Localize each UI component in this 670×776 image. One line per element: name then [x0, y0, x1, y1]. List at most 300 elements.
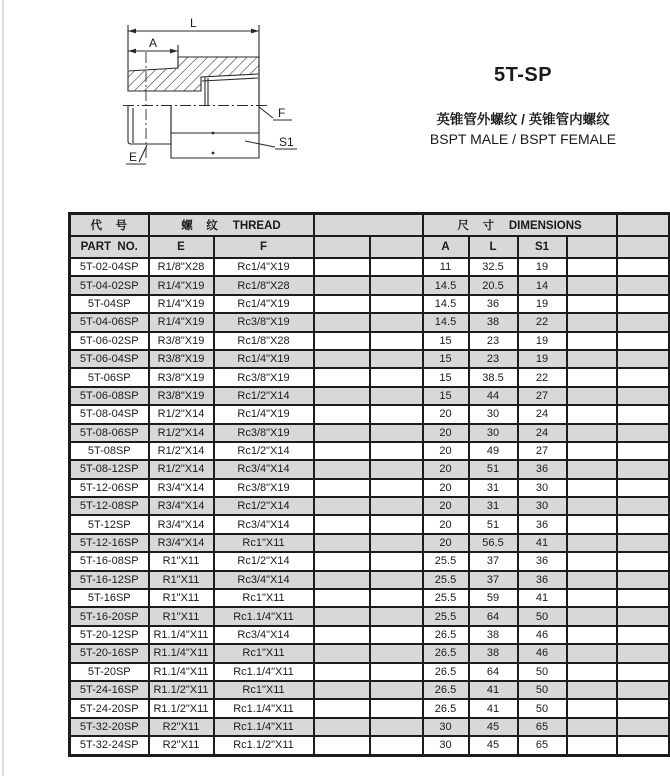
cell-f: Rc1/4"X19 [214, 258, 314, 276]
cell-part-no: 5T-20-16SP [70, 644, 149, 662]
cell-s1: 36 [518, 515, 567, 533]
cell-blank4 [617, 460, 670, 478]
cell-blank1 [314, 552, 370, 570]
cell-s1: 36 [518, 571, 567, 589]
cell-l: 45 [469, 718, 518, 736]
table-row [70, 387, 670, 405]
cell-blank1 [314, 589, 370, 607]
cell-blank3 [567, 663, 617, 681]
cell-blank3 [567, 571, 617, 589]
cell-a: 20 [423, 405, 469, 423]
cell-a: 25.5 [423, 571, 469, 589]
cell-blank1 [314, 718, 370, 736]
cell-part-no: 5T-20-12SP [70, 626, 149, 644]
cell-a: 15 [423, 368, 469, 386]
header-col-f: F [214, 236, 314, 258]
cell-blank2 [370, 515, 423, 533]
cell-blank3 [567, 295, 617, 313]
cell-l: 30 [469, 424, 518, 442]
cell-e: R1/2"X14 [149, 424, 214, 442]
cell-a: 20 [423, 515, 469, 533]
cell-blank3 [567, 479, 617, 497]
cell-blank1 [314, 699, 370, 717]
cell-f: Rc1/8"X28 [214, 332, 314, 350]
cell-s1: 30 [518, 479, 567, 497]
header-blank-last [617, 214, 670, 237]
cell-f: Rc3/4"X14 [214, 571, 314, 589]
cell-l: 38 [469, 626, 518, 644]
cell-f: Rc1.1/4"X11 [214, 663, 314, 681]
cell-s1: 19 [518, 258, 567, 276]
cell-blank2 [370, 479, 423, 497]
table-row [70, 571, 670, 589]
cell-part-no: 5T-08-04SP [70, 405, 149, 423]
cell-blank1 [314, 295, 370, 313]
cell-blank2 [370, 258, 423, 276]
cell-blank4 [617, 368, 670, 386]
cell-e: R1"X11 [149, 552, 214, 570]
cell-e: R1"X11 [149, 607, 214, 625]
header-col-e: E [149, 236, 214, 258]
cell-e: R3/4"X14 [149, 497, 214, 515]
cell-l: 23 [469, 332, 518, 350]
cell-blank2 [370, 368, 423, 386]
cell-blank2 [370, 405, 423, 423]
header-col-blank4 [617, 236, 670, 258]
cell-part-no: 5T-12-06SP [70, 479, 149, 497]
cell-a: 25.5 [423, 589, 469, 607]
cell-blank1 [314, 644, 370, 662]
cell-blank4 [617, 387, 670, 405]
cell-e: R1/2"X14 [149, 405, 214, 423]
cell-blank3 [567, 534, 617, 552]
cell-l: 38 [469, 644, 518, 662]
cell-f: Rc1/8"X28 [214, 276, 314, 294]
cell-f: Rc1/4"X19 [214, 405, 314, 423]
cell-s1: 22 [518, 313, 567, 331]
subtitle-english: BSPT MALE / BSPT FEMALE [429, 131, 617, 147]
cell-l: 44 [469, 387, 518, 405]
cell-blank3 [567, 460, 617, 478]
cell-blank4 [617, 552, 670, 570]
cell-e: R3/8"X19 [149, 368, 214, 386]
cell-blank2 [370, 552, 423, 570]
cell-s1: 24 [518, 405, 567, 423]
cell-l: 37 [469, 571, 518, 589]
header-col-blank2 [370, 236, 423, 258]
cell-s1: 46 [518, 644, 567, 662]
cell-l: 36 [469, 295, 518, 313]
cell-a: 26.5 [423, 663, 469, 681]
cell-blank2 [370, 589, 423, 607]
cell-a: 14.5 [423, 295, 469, 313]
cell-f: Rc1/4"X19 [214, 350, 314, 368]
header-row-columns [70, 236, 670, 258]
cell-s1: 50 [518, 681, 567, 699]
cell-f: Rc1"X11 [214, 644, 314, 662]
cell-a: 14.5 [423, 276, 469, 294]
cell-a: 15 [423, 387, 469, 405]
cell-blank3 [567, 552, 617, 570]
cell-part-no: 5T-16-12SP [70, 571, 149, 589]
cell-e: R1"X11 [149, 571, 214, 589]
cell-a: 20 [423, 460, 469, 478]
header-col-blank3 [567, 236, 617, 258]
cell-s1: 24 [518, 424, 567, 442]
header-col-l: L [469, 236, 518, 258]
scan-artifact-line [2, 0, 4, 776]
cell-blank3 [567, 681, 617, 699]
cell-blank1 [314, 332, 370, 350]
cell-blank1 [314, 442, 370, 460]
cell-f: Rc3/4"X14 [214, 515, 314, 533]
cell-blank1 [314, 479, 370, 497]
cell-part-no: 5T-08-12SP [70, 460, 149, 478]
table-row [70, 295, 670, 313]
cell-blank1 [314, 736, 370, 755]
cell-blank3 [567, 589, 617, 607]
cell-part-no: 5T-32-20SP [70, 718, 149, 736]
table-row [70, 699, 670, 717]
cell-blank2 [370, 626, 423, 644]
table-row [70, 350, 670, 368]
cell-s1: 27 [518, 442, 567, 460]
cell-blank2 [370, 663, 423, 681]
spec-table [68, 212, 670, 757]
fitting-drawing [98, 8, 313, 193]
cell-blank3 [567, 276, 617, 294]
cell-blank4 [617, 258, 670, 276]
cell-blank4 [617, 699, 670, 717]
cell-a: 20 [423, 479, 469, 497]
cell-s1: 41 [518, 589, 567, 607]
cell-blank4 [617, 313, 670, 331]
cell-a: 14.5 [423, 313, 469, 331]
cell-e: R3/8"X19 [149, 332, 214, 350]
cell-blank3 [567, 313, 617, 331]
cell-blank1 [314, 534, 370, 552]
cell-a: 26.5 [423, 681, 469, 699]
cell-s1: 19 [518, 332, 567, 350]
cell-blank1 [314, 313, 370, 331]
cell-part-no: 5T-04-06SP [70, 313, 149, 331]
cell-blank1 [314, 460, 370, 478]
cell-blank3 [567, 515, 617, 533]
cell-s1: 50 [518, 699, 567, 717]
cell-s1: 41 [518, 534, 567, 552]
cell-part-no: 5T-04SP [70, 295, 149, 313]
cell-blank4 [617, 534, 670, 552]
cell-e: R1.1/2"X11 [149, 699, 214, 717]
cell-part-no: 5T-12SP [70, 515, 149, 533]
cell-l: 20.5 [469, 276, 518, 294]
cell-e: R1.1/4"X11 [149, 644, 214, 662]
cell-l: 45 [469, 736, 518, 755]
cell-blank4 [617, 607, 670, 625]
cell-a: 26.5 [423, 699, 469, 717]
cell-blank1 [314, 424, 370, 442]
header-col-blank1 [314, 236, 370, 258]
cell-blank2 [370, 295, 423, 313]
cell-blank2 [370, 607, 423, 625]
cell-f: Rc3/8"X19 [214, 424, 314, 442]
table-row [70, 460, 670, 478]
cell-blank4 [617, 681, 670, 699]
cell-l: 59 [469, 589, 518, 607]
cell-part-no: 5T-12-08SP [70, 497, 149, 515]
cell-blank2 [370, 644, 423, 662]
table-row [70, 258, 670, 276]
cell-blank4 [617, 405, 670, 423]
cell-l: 51 [469, 460, 518, 478]
cell-blank1 [314, 515, 370, 533]
table-row [70, 736, 670, 755]
cell-f: Rc1.1/4"X11 [214, 607, 314, 625]
table-row [70, 332, 670, 350]
cell-f: Rc3/8"X19 [214, 479, 314, 497]
cell-blank2 [370, 497, 423, 515]
cell-blank3 [567, 332, 617, 350]
cell-blank4 [617, 718, 670, 736]
cell-blank2 [370, 332, 423, 350]
cell-s1: 27 [518, 387, 567, 405]
cell-s1: 36 [518, 552, 567, 570]
dim-label-F: F [278, 106, 286, 120]
cell-blank3 [567, 442, 617, 460]
cell-l: 41 [469, 699, 518, 717]
cell-e: R3/8"X19 [149, 350, 214, 368]
cell-blank1 [314, 387, 370, 405]
cell-blank4 [617, 644, 670, 662]
cell-blank4 [617, 295, 670, 313]
table-row [70, 313, 670, 331]
cell-a: 25.5 [423, 607, 469, 625]
cell-f: Rc3/4"X14 [214, 626, 314, 644]
cell-blank3 [567, 626, 617, 644]
cell-blank1 [314, 258, 370, 276]
cell-blank4 [617, 626, 670, 644]
cell-l: 32.5 [469, 258, 518, 276]
cell-s1: 36 [518, 460, 567, 478]
cell-blank2 [370, 276, 423, 294]
cell-blank2 [370, 718, 423, 736]
cell-blank4 [617, 663, 670, 681]
cell-blank4 [617, 497, 670, 515]
subtitle-chinese: 英锥管外螺纹 / 英锥管内螺纹 [436, 112, 610, 127]
cell-blank4 [617, 589, 670, 607]
cell-l: 38 [469, 313, 518, 331]
cell-e: R1/2"X14 [149, 460, 214, 478]
cell-l: 37 [469, 552, 518, 570]
table-row [70, 589, 670, 607]
cell-blank3 [567, 718, 617, 736]
cell-e: R3/4"X14 [149, 479, 214, 497]
cell-blank4 [617, 350, 670, 368]
cell-blank4 [617, 571, 670, 589]
cell-part-no: 5T-04-02SP [70, 276, 149, 294]
cell-a: 20 [423, 534, 469, 552]
cell-a: 11 [423, 258, 469, 276]
cell-blank2 [370, 571, 423, 589]
table-row [70, 663, 670, 681]
cell-e: R1.1/4"X11 [149, 626, 214, 644]
cell-blank3 [567, 607, 617, 625]
cell-s1: 30 [518, 497, 567, 515]
cell-e: R2"X11 [149, 736, 214, 755]
cell-part-no: 5T-16-20SP [70, 607, 149, 625]
cell-blank3 [567, 424, 617, 442]
cell-a: 20 [423, 442, 469, 460]
cell-a: 25.5 [423, 552, 469, 570]
cell-blank4 [617, 276, 670, 294]
dim-label-L: L [190, 16, 197, 30]
cell-l: 41 [469, 681, 518, 699]
title-block [398, 64, 648, 147]
cell-blank4 [617, 479, 670, 497]
table-body [70, 258, 670, 755]
cell-blank3 [567, 258, 617, 276]
cell-e: R1.1/2"X11 [149, 681, 214, 699]
fitting-cross-section [98, 8, 313, 193]
cell-l: 49 [469, 442, 518, 460]
cell-part-no: 5T-02-04SP [70, 258, 149, 276]
cell-l: 64 [469, 663, 518, 681]
cell-e: R3/4"X14 [149, 534, 214, 552]
cell-a: 30 [423, 736, 469, 755]
table-row [70, 276, 670, 294]
cell-s1: 46 [518, 626, 567, 644]
cell-blank3 [567, 405, 617, 423]
header-row-groups [70, 214, 670, 237]
cell-blank1 [314, 497, 370, 515]
cell-l: 64 [469, 607, 518, 625]
cell-part-no: 5T-08SP [70, 442, 149, 460]
cell-blank2 [370, 736, 423, 755]
cell-blank1 [314, 368, 370, 386]
table-row [70, 534, 670, 552]
cell-s1: 14 [518, 276, 567, 294]
table-row [70, 497, 670, 515]
cell-blank2 [370, 699, 423, 717]
cell-part-no: 5T-16-08SP [70, 552, 149, 570]
cell-blank1 [314, 626, 370, 644]
cell-f: Rc3/8"X19 [214, 368, 314, 386]
cell-l: 56.5 [469, 534, 518, 552]
cell-blank2 [370, 534, 423, 552]
cell-blank3 [567, 644, 617, 662]
header-thread: 螺 纹 THREAD [149, 214, 314, 237]
cell-blank4 [617, 332, 670, 350]
cell-s1: 50 [518, 663, 567, 681]
cell-f: Rc1"X11 [214, 681, 314, 699]
cell-f: Rc1/2"X14 [214, 387, 314, 405]
cell-blank1 [314, 276, 370, 294]
cell-blank4 [617, 736, 670, 755]
cell-blank1 [314, 663, 370, 681]
cell-e: R3/4"X14 [149, 515, 214, 533]
cell-part-no: 5T-24-20SP [70, 699, 149, 717]
cell-blank3 [567, 497, 617, 515]
cell-part-no: 5T-20SP [70, 663, 149, 681]
cell-blank1 [314, 681, 370, 699]
cell-s1: 19 [518, 295, 567, 313]
cell-a: 15 [423, 332, 469, 350]
header-part-no-en: PART NO. [70, 236, 149, 258]
cell-e: R1/4"X19 [149, 295, 214, 313]
cell-blank1 [314, 405, 370, 423]
cell-e: R1/8"X28 [149, 258, 214, 276]
cell-part-no: 5T-16SP [70, 589, 149, 607]
cell-e: R1.1/4"X11 [149, 663, 214, 681]
cell-a: 26.5 [423, 626, 469, 644]
table-row [70, 644, 670, 662]
cell-part-no: 5T-08-06SP [70, 424, 149, 442]
cell-l: 51 [469, 515, 518, 533]
cell-blank2 [370, 313, 423, 331]
cell-l: 23 [469, 350, 518, 368]
cell-a: 30 [423, 718, 469, 736]
cell-f: Rc1"X11 [214, 589, 314, 607]
cell-s1: 65 [518, 736, 567, 755]
table-row [70, 424, 670, 442]
cell-blank1 [314, 607, 370, 625]
cell-part-no: 5T-06SP [70, 368, 149, 386]
cell-a: 20 [423, 497, 469, 515]
cell-a: 15 [423, 350, 469, 368]
table-row [70, 681, 670, 699]
cell-part-no: 5T-06-08SP [70, 387, 149, 405]
cell-e: R1/2"X14 [149, 442, 214, 460]
cell-l: 31 [469, 497, 518, 515]
cell-s1: 50 [518, 607, 567, 625]
table-row [70, 718, 670, 736]
cell-part-no: 5T-06-04SP [70, 350, 149, 368]
header-col-a: A [423, 236, 469, 258]
cell-l: 38.5 [469, 368, 518, 386]
table-row [70, 626, 670, 644]
cell-blank3 [567, 699, 617, 717]
dim-label-S1: S1 [279, 135, 294, 149]
cell-blank4 [617, 515, 670, 533]
cell-blank2 [370, 350, 423, 368]
cell-blank1 [314, 350, 370, 368]
cell-s1: 22 [518, 368, 567, 386]
cell-s1: 19 [518, 350, 567, 368]
cell-a: 26.5 [423, 644, 469, 662]
cell-blank3 [567, 368, 617, 386]
header-dimensions: 尺 寸 DIMENSIONS [423, 214, 617, 237]
cell-blank2 [370, 387, 423, 405]
cell-blank3 [567, 736, 617, 755]
table-row [70, 552, 670, 570]
cell-blank1 [314, 571, 370, 589]
cell-l: 30 [469, 405, 518, 423]
cell-blank2 [370, 681, 423, 699]
cell-blank3 [567, 350, 617, 368]
cell-part-no: 5T-12-16SP [70, 534, 149, 552]
cell-part-no: 5T-24-16SP [70, 681, 149, 699]
cell-part-no: 5T-06-02SP [70, 332, 149, 350]
cell-f: Rc1/2"X14 [214, 552, 314, 570]
product-code: 5T-SP [493, 64, 553, 86]
table-row [70, 442, 670, 460]
cell-blank2 [370, 442, 423, 460]
cell-e: R2"X11 [149, 718, 214, 736]
cell-e: R3/8"X19 [149, 387, 214, 405]
dim-label-E: E [129, 150, 138, 164]
dim-label-A: A [149, 36, 158, 50]
cell-e: R1/4"X19 [149, 313, 214, 331]
